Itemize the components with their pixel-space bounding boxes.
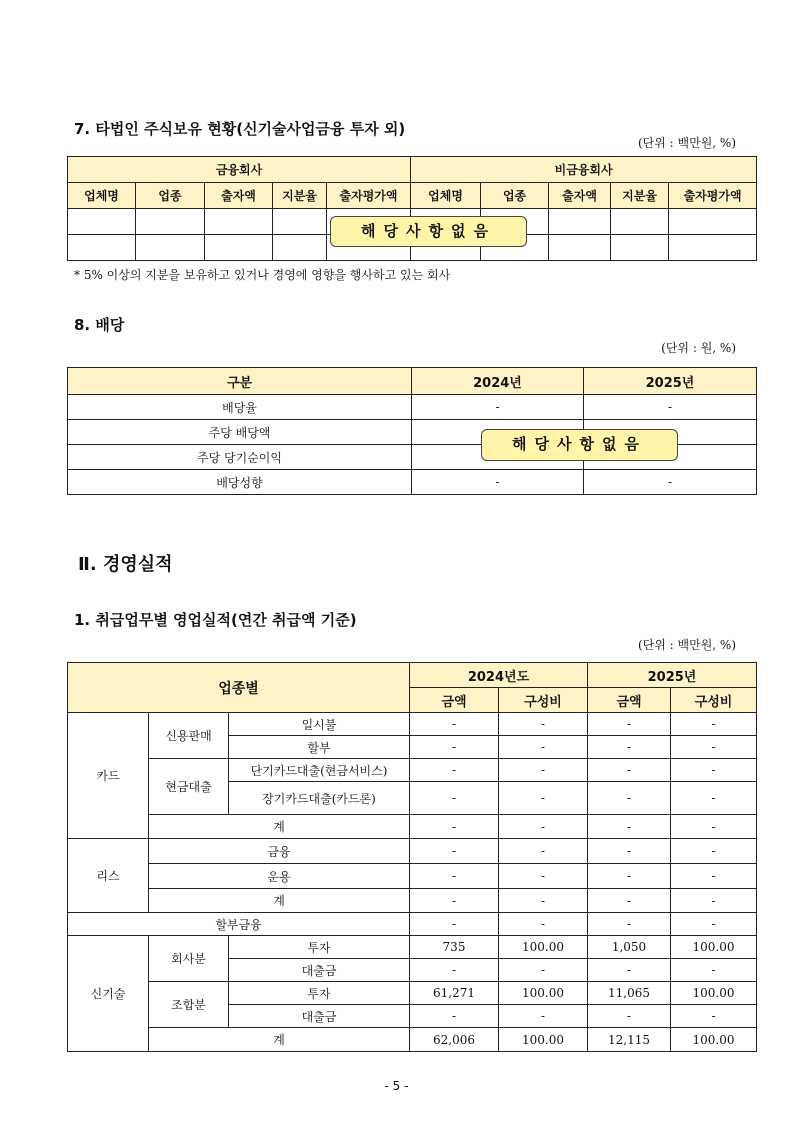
cell-value: - — [671, 959, 757, 982]
not-applicable-stamp: 해당사항없음 — [330, 216, 527, 247]
cell-value: - — [588, 815, 671, 839]
cell-value: 100.00 — [671, 936, 757, 959]
category-installment-finance: 할부금융 — [68, 913, 410, 936]
table-row — [68, 470, 757, 495]
column-header: 출자평가액 — [669, 183, 757, 209]
cell-value: - — [588, 889, 671, 913]
header-type: 업종별 — [68, 663, 410, 713]
section7-footnote: * 5% 이상의 지분을 보유하고 있거나 경영에 영향을 행사하고 있는 회사 — [74, 268, 451, 282]
row-label: 주당 당기순이익 — [68, 445, 412, 470]
group-nonfinancial: 비금융회사 — [411, 157, 757, 183]
item-label: 금융 — [149, 839, 410, 864]
row-label: 주당 배당액 — [68, 420, 412, 445]
table-row — [68, 713, 757, 736]
cell-value: - — [588, 713, 671, 736]
cell-value: - — [499, 713, 588, 736]
cell-value: - — [499, 864, 588, 889]
column-header: 2024년 — [412, 368, 584, 395]
cell-value: - — [588, 839, 671, 864]
column-header: 업종 — [481, 183, 549, 209]
column-header: 지분율 — [611, 183, 669, 209]
chapter-title: Ⅱ. 경영실적 — [78, 554, 173, 575]
cell-value: - — [671, 759, 757, 782]
category-lease: 리스 — [68, 839, 149, 913]
cell-value: - — [499, 782, 588, 815]
item-label: 투자 — [229, 982, 410, 1005]
column-header: 출자액 — [549, 183, 611, 209]
column-header: 업종 — [136, 183, 205, 209]
column-header: 업체명 — [68, 183, 136, 209]
subtotal-label: 계 — [149, 815, 410, 839]
subcategory-credit-sale: 신용판매 — [149, 713, 229, 759]
cell-value: 100.00 — [499, 1028, 588, 1052]
column-header: 구성비 — [671, 688, 757, 713]
cell-value: - — [588, 913, 671, 936]
cell-value: - — [671, 864, 757, 889]
subcategory-company-share: 회사분 — [149, 936, 229, 982]
item-label: 투자 — [229, 936, 410, 959]
not-applicable-stamp: 해당사항없음 — [481, 429, 678, 461]
subcategory-union-share: 조합분 — [149, 982, 229, 1028]
table-row — [68, 936, 757, 959]
category-newtech: 신기술 — [68, 936, 149, 1052]
cell-value: 100.00 — [671, 982, 757, 1005]
cell-value: - — [410, 913, 499, 936]
subcategory-cash-loan: 현금대출 — [149, 759, 229, 815]
section7-unit: (단위 : 백만원, %) — [637, 136, 736, 150]
cell-value: - — [588, 759, 671, 782]
cell-value: - — [671, 713, 757, 736]
page-number: - 5 - — [384, 1079, 409, 1093]
cell-value: - — [410, 839, 499, 864]
cell-value: 100.00 — [499, 982, 588, 1005]
table-row — [68, 839, 757, 864]
cell-value: 12,115 — [588, 1028, 671, 1052]
item-label: 할부 — [229, 736, 410, 759]
cell-value: - — [499, 736, 588, 759]
column-header: 출자액 — [205, 183, 273, 209]
cell-value: - — [410, 736, 499, 759]
cell-value: - — [671, 913, 757, 936]
header-year-2025: 2025년 — [588, 663, 757, 688]
category-card: 카드 — [68, 713, 149, 839]
table-row — [68, 982, 757, 1005]
cell-value: - — [412, 395, 584, 420]
row-label: 배당성향 — [68, 470, 412, 495]
column-header: 구분 — [68, 368, 412, 395]
column-header: 출자평가액 — [327, 183, 411, 209]
cell-value: - — [671, 1005, 757, 1028]
cell-value: - — [588, 1005, 671, 1028]
cell-value: 1,050 — [588, 936, 671, 959]
item-label: 장기카드대출(카드론) — [229, 782, 410, 815]
cell-value: - — [499, 959, 588, 982]
business-performance-table — [67, 662, 757, 1052]
cell-value: - — [671, 815, 757, 839]
header-year-2024: 2024년도 — [410, 663, 588, 688]
cell-value: - — [588, 736, 671, 759]
cell-value: - — [499, 759, 588, 782]
table-row — [68, 1028, 757, 1052]
cell-value: - — [588, 959, 671, 982]
section8-title: 8. 배당 — [74, 316, 125, 334]
cell-value: 61,271 — [410, 982, 499, 1005]
section1-unit: (단위 : 백만원, %) — [637, 638, 736, 652]
section7-title: 7. 타법인 주식보유 현황(신기술사업금융 투자 외) — [74, 120, 406, 138]
cell-value: 11,065 — [588, 982, 671, 1005]
item-label: 대출금 — [229, 1005, 410, 1028]
cell-value: - — [499, 815, 588, 839]
cell-value: - — [588, 864, 671, 889]
table-row — [68, 864, 757, 889]
cell-value: 62,006 — [410, 1028, 499, 1052]
cell-value: - — [671, 736, 757, 759]
cell-value: - — [410, 959, 499, 982]
table-row — [68, 759, 757, 782]
item-label: 일시불 — [229, 713, 410, 736]
column-header: 구성비 — [499, 688, 588, 713]
cell-value: - — [499, 913, 588, 936]
cell-value: - — [584, 470, 757, 495]
cell-value: - — [410, 759, 499, 782]
group-financial: 금융회사 — [68, 157, 411, 183]
cell-value: - — [410, 815, 499, 839]
table-row — [68, 889, 757, 913]
cell-value: 100.00 — [499, 936, 588, 959]
column-header: 2025년 — [584, 368, 757, 395]
subtotal-label: 계 — [149, 1028, 410, 1052]
cell-value: - — [499, 1005, 588, 1028]
cell-value: - — [410, 889, 499, 913]
cell-value: - — [410, 1005, 499, 1028]
section8-unit: (단위 : 원, %) — [661, 341, 736, 355]
cell-value: - — [671, 839, 757, 864]
cell-value: - — [588, 782, 671, 815]
cell-value: - — [671, 889, 757, 913]
row-label: 배당율 — [68, 395, 412, 420]
cell-value: - — [410, 713, 499, 736]
cell-value: - — [584, 395, 757, 420]
cell-value: - — [499, 839, 588, 864]
item-label: 운용 — [149, 864, 410, 889]
cell-value: 100.00 — [671, 1028, 757, 1052]
cell-value: - — [410, 864, 499, 889]
cell-value: 735 — [410, 936, 499, 959]
section1-title: 1. 취급업무별 영업실적(연간 취급액 기준) — [74, 611, 357, 629]
column-header: 업체명 — [411, 183, 481, 209]
column-header: 금액 — [588, 688, 671, 713]
cell-value: - — [412, 470, 584, 495]
item-label: 단기카드대출(현금서비스) — [229, 759, 410, 782]
table-row — [68, 395, 757, 420]
cell-value: - — [410, 782, 499, 815]
cell-value: - — [499, 889, 588, 913]
table-row — [68, 815, 757, 839]
item-label: 대출금 — [229, 959, 410, 982]
cell-value: - — [671, 782, 757, 815]
subtotal-label: 계 — [149, 889, 410, 913]
table-row — [68, 913, 757, 936]
column-header: 지분율 — [273, 183, 327, 209]
column-header: 금액 — [410, 688, 499, 713]
